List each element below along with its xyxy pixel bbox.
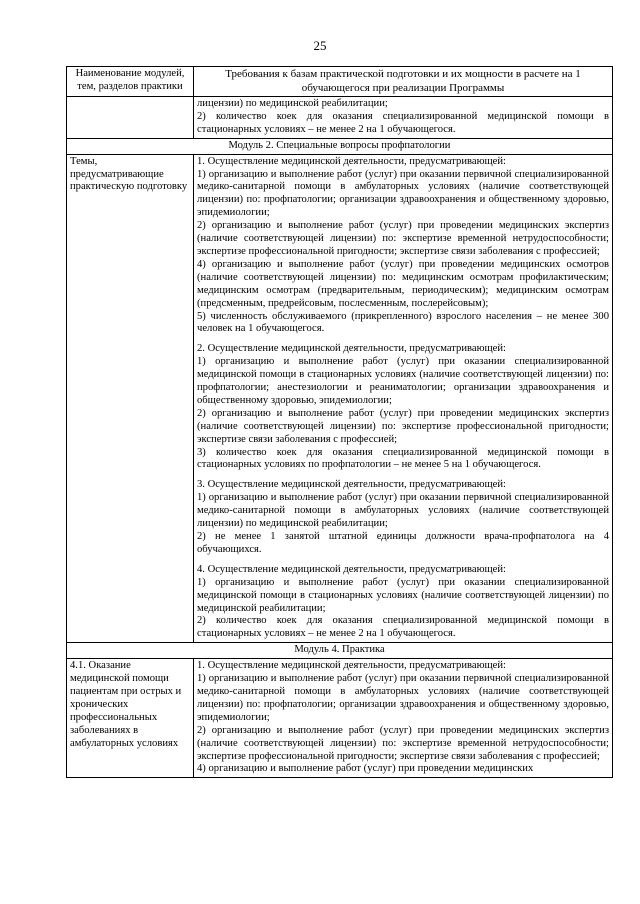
requirement-block	[197, 479, 609, 556]
requirement-item: 4) организацию и выполнение работ (услуг) при проведении медицинских	[197, 763, 534, 775]
requirement-item: 4. Осуществление медицинской деятельности, предусматривающей:	[197, 563, 506, 575]
requirement-block	[197, 156, 609, 337]
requirement-item: 2) не менее 1 занятой штатной единицы должности врача-профпатолога на 4 обучающихся.	[197, 531, 609, 555]
continuation-row	[67, 97, 613, 139]
requirements-table	[66, 66, 613, 778]
module-heading-row	[67, 643, 613, 659]
continuation-line: 2) количество коек для оказания специализированной медицинской помощи в стационарных условиях – не менее 2 на 1 обучающегося.	[197, 110, 609, 135]
module2-left-cell: Темы, предусматривающие практическую подготовку	[67, 154, 194, 643]
requirement-item: 4) организацию и выполнение работ (услуг) при проведении медицинских осмотров (наличие соответствующей лицензии) по: медицинским осмотрам профилактическим; медицинским осмотрам (предварительным, периодическим); медицинским осмотрам (предсменным, предрейсовым, послесменным, послерейсовым);	[197, 258, 609, 309]
requirement-item: 1) организацию и выполнение работ (услуг) при оказании первичной специализированной медико-санитарной помощи в амбулаторных условиях (наличие соответствующей лицензии) по: профпатологии; организации здравоохранения и общественному здоровью, эпидемиологии;	[197, 168, 609, 219]
module-heading-row	[67, 138, 613, 154]
requirement-item: 5) численность обслуживаемого (прикрепленного) взрослого населения – не менее 300 человек на 1 обучающегося.	[197, 310, 609, 335]
page-number: 25	[313, 38, 327, 53]
requirement-item: 3) количество коек для оказания специализированной медицинской помощи в стационарных условиях по профпатологии – не менее 5 на 1 обучающегося.	[197, 446, 609, 471]
requirement-item: 2) организацию и выполнение работ (услуг) при проведении медицинских экспертиз (наличие соответствующей лицензии) по: экспертизе временной нетрудоспособности; экспертизе профессиональной пригодности; экспертизе связи заболевания с профессией;	[197, 724, 609, 762]
continuation-left-cell	[67, 97, 194, 139]
module2-right-cell	[194, 154, 613, 643]
header-col-requirements: Требования к базам практической подготовки и их мощности в расчете на 1 обучающегося при реализации Программы	[194, 67, 613, 97]
requirement-item: 1) организацию и выполнение работ (услуг) при оказании первичной специализированной медико-санитарной помощи в амбулаторных условиях (наличие соответствующей лицензии) по медицинской реабилитации;	[197, 492, 609, 530]
requirement-item: 1) организацию и выполнение работ (услуг) при оказании специализированной медицинской помощи в стационарных условиях (наличие соответствующей лицензии) по: профпатологии; анестезиологии и реаниматологии; организации здравоохранения и общественному здоровью, эпидемиологии;	[197, 356, 609, 406]
requirement-item: 2) организацию и выполнение работ (услуг) при проведении медицинских экспертиз (наличие соответствующей лицензии) по: экспертизе временной нетрудоспособности; экспертизе профессиональной пригодности; экспертизе связи заболевания с профессией;	[197, 220, 609, 257]
requirement-block	[197, 564, 609, 641]
header-col-modules: Наименование модулей, тем, разделов практики	[67, 67, 194, 97]
requirement-item: 2) количество коек для оказания специализированной медицинской помощи в стационарных условиях – не менее 2 на 1 обучающегося.	[197, 615, 609, 640]
requirement-item: 2) организацию и выполнение работ (услуг) при проведении медицинских экспертиз (наличие соответствующей лицензии) по: экспертизе профессиональной пригодности; экспертизе связи заболевания с профессией;	[197, 407, 609, 445]
requirement-item: 1. Осуществление медицинской деятельности, предусматривающей:	[197, 660, 506, 672]
requirement-item: 1) организацию и выполнение работ (услуг) при оказании первичной специализированной медико-санитарной помощи в амбулаторных условиях (наличие соответствующей лицензии) по: профпатологии; организации здравоохранения и общественному здоровью, эпидемиологии;	[197, 673, 609, 723]
continuation-right-cell	[194, 97, 613, 139]
requirement-item: 3. Осуществление медицинской деятельности, предусматривающей:	[197, 479, 506, 491]
requirement-block	[197, 343, 609, 472]
continuation-line: лицензии) по медицинской реабилитации;	[197, 98, 388, 109]
requirement-item: 1. Осуществление медицинской деятельности, предусматривающей:	[197, 155, 506, 167]
requirement-item: 2. Осуществление медицинской деятельности, предусматривающей:	[197, 343, 506, 355]
module4-title: Модуль 4. Практика	[67, 643, 613, 659]
module2-title: Модуль 2. Специальные вопросы профпатологии	[67, 138, 613, 154]
module4-left-cell: 4.1. Оказание медицинской помощи пациентам при острых и хронических профессиональных заболеваниях в амбулаторных условиях	[67, 659, 194, 778]
module4-right-cell	[194, 659, 613, 778]
requirement-item: 1) организацию и выполнение работ (услуг) при оказании специализированной медицинской помощи в стационарных условиях (наличие соответствующей лицензии) по медицинской реабилитации;	[197, 576, 609, 614]
module2-row	[67, 154, 613, 643]
table-header-row	[67, 67, 613, 97]
module4-row	[67, 659, 613, 778]
